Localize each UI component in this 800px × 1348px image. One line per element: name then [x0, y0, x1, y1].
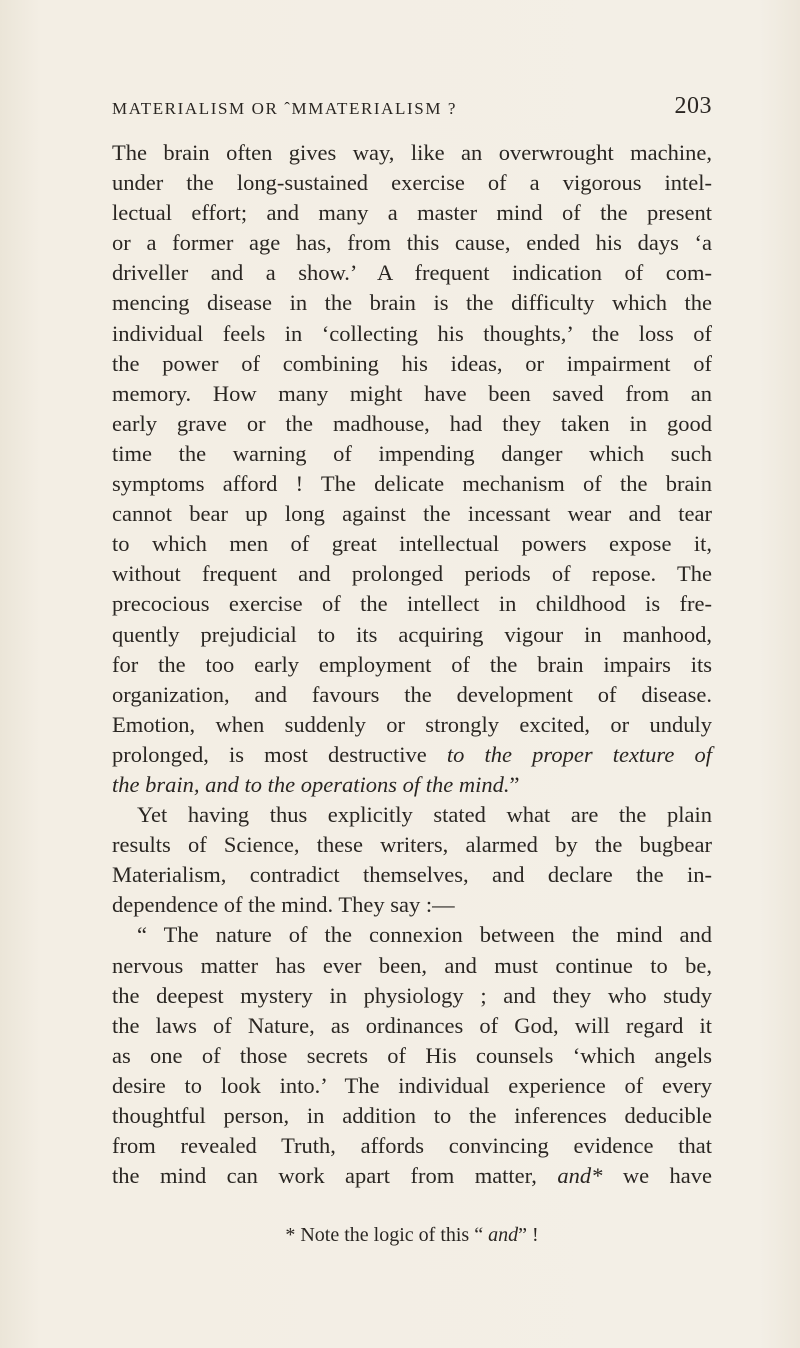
text-line — [112, 830, 712, 860]
text-segment: lectual effort; and many a master mind of the present — [112, 200, 712, 226]
text-line — [112, 439, 712, 469]
text-line — [112, 981, 712, 1011]
footnote — [112, 1224, 712, 1247]
text-segment: nervous matter has ever been, and must continue to be, — [112, 952, 712, 978]
text-segment: “ The nature of the connexion between the mind and — [137, 922, 712, 948]
text-line — [112, 1041, 712, 1071]
text-line — [112, 529, 712, 559]
text-segment: prolonged, is most destructive — [112, 741, 447, 767]
text-segment: Materialism, contradict themselves, and declare the in- — [112, 862, 712, 888]
text-segment: the laws of Nature, as ordinances of God, will regard it — [112, 1012, 712, 1038]
text-segment: thoughtful person, in addition to the inferences deducible — [112, 1103, 712, 1128]
text-line — [112, 258, 712, 288]
text-segment: the mind can work apart from matter, — [112, 1163, 558, 1189]
text-line — [112, 951, 712, 981]
text-line — [112, 589, 712, 619]
text-segment: or a former age has, from this cause, ended his days ‘a — [112, 230, 712, 256]
text-segment: dependence of the mind. They say :— — [112, 892, 455, 918]
text-segment: memory. How many might have been saved from an — [112, 380, 712, 406]
text-line — [112, 650, 712, 680]
text-segment: individual feels in ‘collecting his thoughts,’ the loss of — [112, 320, 712, 346]
text-line — [112, 138, 712, 168]
page-number: 203 — [674, 93, 712, 119]
text-line — [112, 1011, 712, 1041]
text-line — [112, 1131, 712, 1161]
text-line — [112, 800, 712, 830]
text-segment: for the too early employment of the brain impairs its — [112, 651, 712, 677]
text-segment: cannot bear up long against the incessant wear and tear — [112, 501, 712, 527]
text-segment: early grave or the madhouse, had they taken in good — [112, 410, 712, 436]
text-line — [112, 499, 712, 529]
text-line — [112, 1071, 712, 1101]
text-segment: without frequent and prolonged periods of repose. The — [112, 561, 712, 587]
text-segment: The brain often gives way, like an overwrought machine, — [112, 140, 712, 165]
text-segment: precocious exercise of the intellect in childhood is fre- — [112, 591, 712, 617]
text-segment: Emotion, when suddenly or strongly excited, or unduly — [112, 711, 712, 737]
text-segment: ” — [509, 771, 520, 797]
text-segment: Yet having thus explicitly stated what are the plain — [137, 802, 712, 828]
text-segment: symptoms afford ! The delicate mechanism of the brain — [112, 471, 712, 497]
text-line — [112, 319, 712, 349]
text-line — [112, 469, 712, 499]
text-segment: the power of combining his ideas, or impairment of — [112, 350, 712, 376]
footnote-marker: * — [285, 1224, 296, 1246]
text-segment: the deepest mystery in physiology ; and they who study — [112, 982, 712, 1008]
text-segment: to which men of great intellectual powers expose it, — [112, 531, 712, 557]
text-segment: mencing disease in the brain is the difficulty which the — [112, 290, 712, 316]
text-line — [112, 620, 712, 650]
text-segment: as one of those secrets of His counsels ‘which angels — [112, 1042, 712, 1068]
italic-text: the brain, and to the operations of the mind. — [112, 771, 510, 797]
text-line — [112, 168, 712, 198]
italic-text: to the proper texture of — [446, 741, 712, 767]
italic-text: and* — [557, 1163, 603, 1189]
text-segment: quently prejudicial to its acquiring vigour in manhood, — [112, 621, 712, 647]
text-line — [112, 890, 712, 920]
text-segment: from revealed Truth, affords convincing evidence that — [112, 1133, 712, 1159]
text-line — [112, 559, 712, 589]
text-segment: we have — [602, 1163, 712, 1189]
running-title: MATERIALISM OR ˆMMATERIALISM ? — [112, 99, 458, 118]
footnote-text-end: ” ! — [518, 1224, 539, 1246]
running-head — [112, 93, 712, 123]
text-segment: desire to look into.’ The individual experience of every — [112, 1072, 712, 1098]
text-line — [112, 1101, 712, 1131]
text-line — [112, 1161, 712, 1191]
footnote-text: Note the logic of this “ — [295, 1224, 489, 1246]
text-line — [112, 710, 712, 740]
text-line — [112, 860, 712, 890]
body-text — [112, 138, 712, 1191]
text-line — [112, 349, 712, 379]
text-segment: organization, and favours the development of disease. — [112, 681, 712, 707]
text-line — [112, 680, 712, 710]
text-line — [112, 409, 712, 439]
text-segment: results of Science, these writers, alarmed by the bugbear — [112, 832, 712, 858]
text-segment: driveller and a show.’ A frequent indication of com- — [112, 260, 712, 286]
text-line — [112, 740, 712, 770]
text-line — [112, 228, 712, 258]
text-segment: time the warning of impending danger which such — [112, 440, 712, 466]
text-segment: under the long-sustained exercise of a vigorous intel- — [112, 170, 712, 196]
footnote-emphasis: and — [488, 1224, 519, 1246]
text-line — [112, 770, 712, 800]
text-line — [112, 288, 712, 318]
text-line — [112, 198, 712, 228]
text-line — [112, 379, 712, 409]
text-line — [112, 920, 712, 950]
